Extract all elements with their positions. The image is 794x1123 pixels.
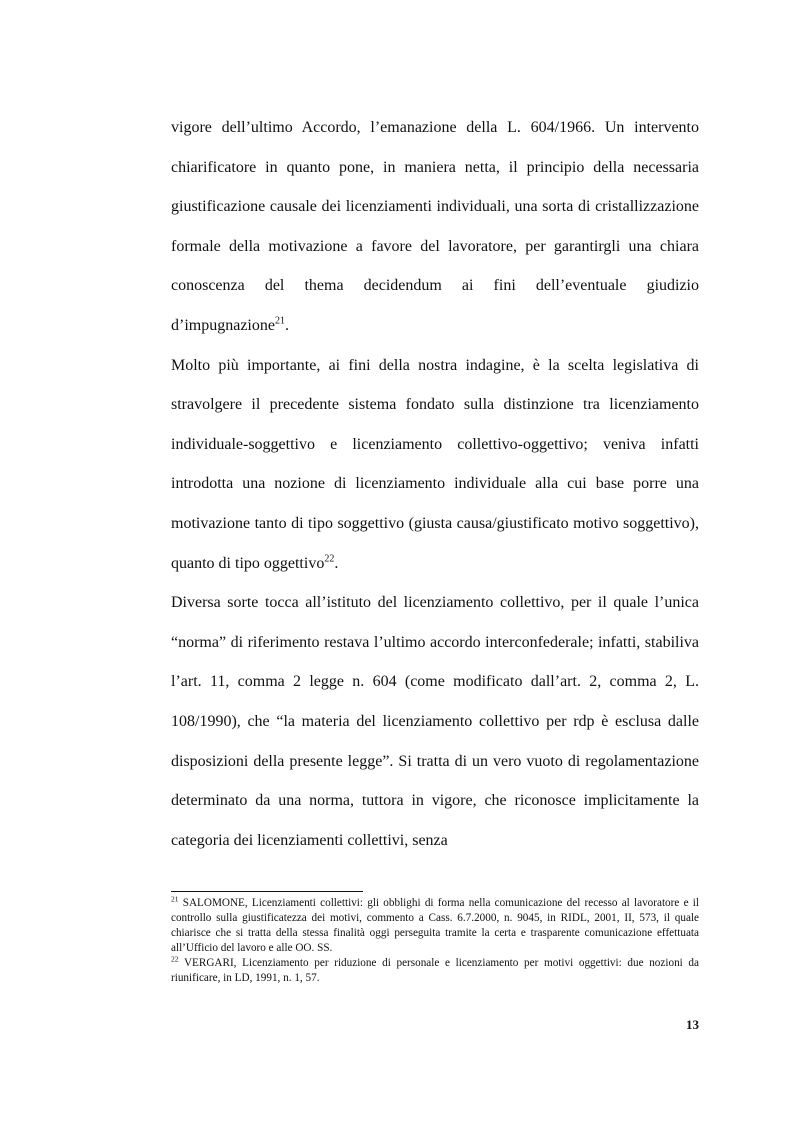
footnote-reference: 21 — [274, 315, 285, 327]
footnote-reference: 22 — [324, 553, 335, 565]
main-text — [171, 108, 699, 860]
footnote-text: VERGARI, Licenziamento per riduzione di personale e licenziamento per motivi oggettivi: due nozioni da riunificare, in LD, 1991, n. 1, 57. — [171, 957, 699, 984]
paragraph — [171, 583, 699, 860]
paragraph-text: Molto più importante, ai fini della nostra indagine, è la scelta legislativa di stravolgere il precedente sistema fondato sulla distinzione tra licenziamento individuale-soggettivo e licenziamento collettivo-oggettivo; veniva infatti introdotta una nozione di licenziamento individuale alla cui base porre una motivazione tanto di tipo soggettivo (giusta causa/giustificato motivo soggettivo), quanto di tipo oggettivo — [171, 356, 699, 572]
footnotes — [171, 896, 699, 986]
paragraph-end: . — [284, 316, 289, 334]
footnote — [171, 956, 699, 986]
footnote-separator — [171, 891, 363, 892]
footnote — [171, 896, 699, 956]
paragraph-text: vigore dell’ultimo Accordo, l’emanazione della L. 604/1966. Un intervento chiarificatore in quanto pone, in maniera netta, il principio della necessaria giustificazione causale dei licenziamenti individuali, una sorta di cristallizzazione formale della motivazione a favore del lavoratore, per garantirgli una chiara conoscenza del thema decidendum ai fini dell’eventuale giudizio d’impugnazione — [171, 119, 699, 334]
footnote-number: 22 — [171, 954, 179, 964]
footnote-text: SALOMONE, Licenziamenti collettivi: gli obblighi di forma nella comunicazione del recesso al lavoratore e il controllo sulla giustificatezza dei motivi, commento a Cass. 6.7.2000, n. 9045, in RIDL, 2001, II, 573, il quale chiarisce che si tratta della stessa finalità oggi perseguita tramite la certa e trasparente comunicazione effettuata all’Ufficio del lavoro e alle OO. SS. — [171, 897, 699, 954]
paragraph — [171, 108, 699, 346]
paragraph — [171, 346, 699, 584]
paragraph-end: . — [334, 554, 339, 572]
paragraph-text: Diversa sorte tocca all’istituto del licenziamento collettivo, per il quale l’unica “norma” di riferimento restava l’ultimo accordo interconfederale; infatti, stabiliva l’art. 11, comma 2 legge n. 604 (come modificato dall’art. 2, comma 2, L. 108/1990), che “la materia del licenziamento collettivo per rdp è esclusa dalle disposizioni della presente legge”. Si tratta di un vero vuoto di regolamentazione determinato da una norma, tuttora in vigore, che riconosce implicitamente la categoria dei licenziamenti collettivi, senza — [171, 594, 699, 849]
page-number: 13 — [686, 1017, 699, 1032]
footnote-number: 21 — [171, 894, 179, 904]
